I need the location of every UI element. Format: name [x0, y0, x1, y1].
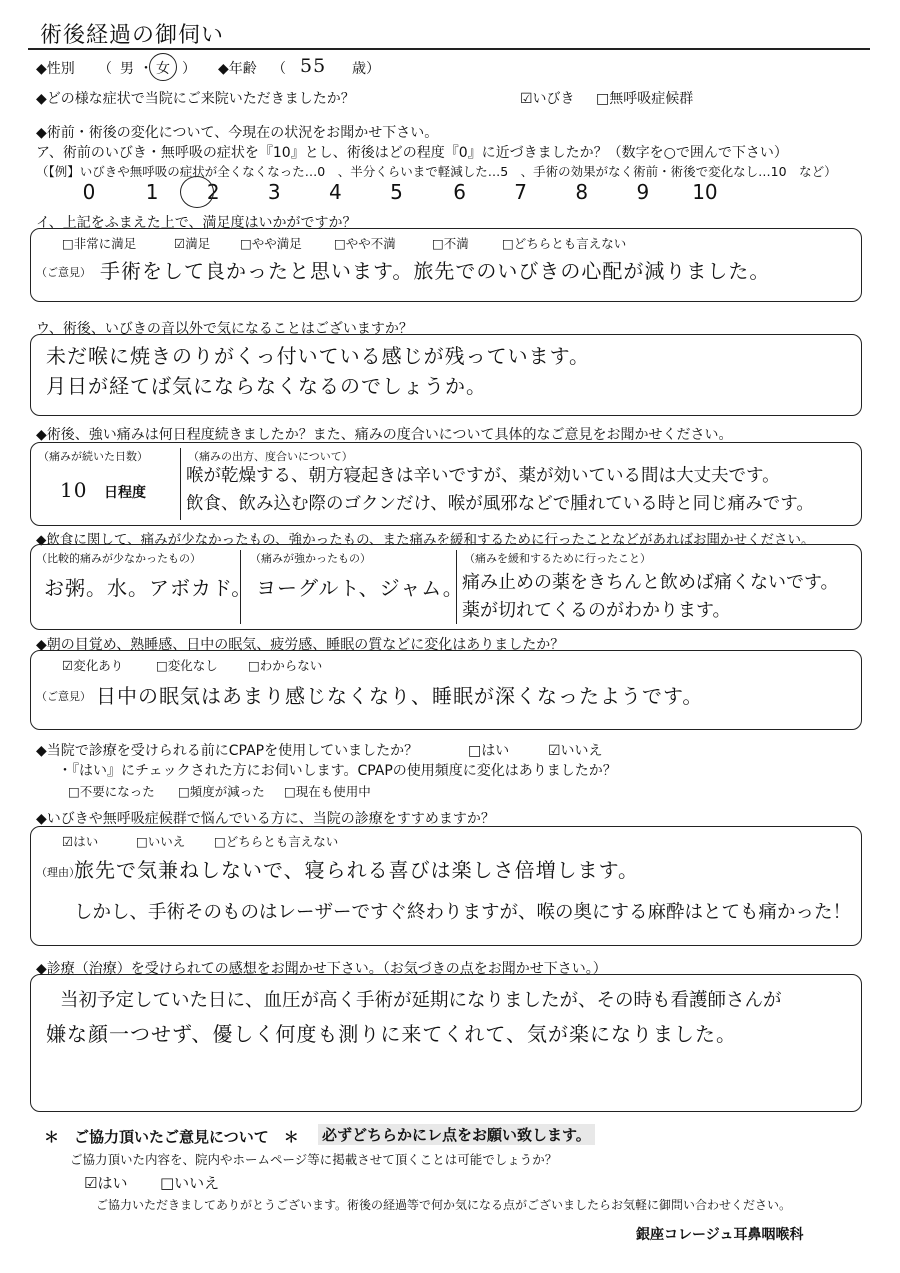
q7-opt-no-change[interactable]: □変化なし	[156, 658, 218, 673]
q6-col1-label: （比較的痛みが少なかったもの）	[36, 552, 201, 565]
q8-sub-opt-unneeded[interactable]: □不要になった	[68, 784, 155, 799]
sex-label: ◆性別	[36, 61, 75, 77]
q7-comment[interactable]: 日中の眠気はあまり感じなくなり、睡眠が深くなったようです。	[96, 684, 704, 708]
age-unit: 歳）	[352, 61, 380, 77]
q10-text: ◆診療（治療）を受けられての感想をお聞かせ下さい。（お気づきの点をお聞かせ下さい。）	[36, 961, 607, 977]
q9-reason-line1[interactable]: 旅先で気兼ねしないで、寝られる喜びは楽しさ倍増します。	[74, 858, 639, 882]
q3-opt-very-satisfied[interactable]: □非常に満足	[62, 236, 137, 251]
q3-opt-satisfied[interactable]: ☑満足	[174, 236, 211, 251]
q6-text: ◆飲食に関して、痛みが少なかったもの、強かったもの、また痛みを緩和するために行ったことなどがあればお聞かせください。	[36, 532, 815, 548]
age-label: ◆年齢	[218, 61, 257, 77]
sex-close-paren: ）	[182, 61, 196, 77]
sex-female-circle	[149, 53, 177, 81]
q6-col3-line1[interactable]: 痛み止めの薬をきちんと飲めば痛くないです。	[462, 572, 839, 593]
q9-text: ◆いびきや無呼吸症候群で悩んでいる方に、当院の診療をすすめますか？	[36, 811, 495, 827]
q5-divider	[180, 448, 181, 520]
scale-3[interactable]: 3	[267, 180, 281, 204]
q5-days-unit: 日程度	[104, 485, 146, 501]
q7-opt-unknown[interactable]: □わからない	[248, 658, 323, 673]
q8-opt-no[interactable]: ☑いいえ	[548, 743, 603, 759]
q10-answer-line2[interactable]: 嫌な顔一つせず、優しく何度も測りに来てくれて、気が楽になりました。	[46, 1022, 737, 1046]
q4-answer-line1[interactable]: 未だ喉に焼きのりがくっ付いている感じが残っています。	[46, 344, 590, 368]
scale-2[interactable]: 2	[206, 180, 220, 204]
scale-0[interactable]: 0	[82, 180, 96, 204]
q7-opt-changed[interactable]: ☑変化あり	[62, 658, 124, 673]
q6-col2-answer[interactable]: ヨーグルト、ジャム。	[256, 576, 464, 600]
q8-sub-opt-still-using[interactable]: □現在も使用中	[284, 784, 371, 799]
page-title: 術後経過の御伺い	[40, 23, 225, 48]
q10-answer-line1[interactable]: 当初予定していた日に、血圧が高く手術が延期になりましたが、その時も看護師さんが	[60, 990, 782, 1011]
q9-opt-no[interactable]: □いいえ	[136, 834, 186, 849]
clinic-name: 銀座コレージュ耳鼻咽喉科	[636, 1227, 804, 1243]
q7-text: ◆朝の目覚め、熟睡感、日中の眠気、疲労感、睡眠の質などに変化はありましたか？	[36, 637, 565, 653]
q5-degree-line1[interactable]: 喉が乾燥する、朝方寝起きは辛いですが、薬が効いている間は大丈夫です。	[186, 466, 780, 486]
q3-comment[interactable]: 手術をして良かったと思います。旅先でのいびきの心配が減りました。	[100, 259, 771, 283]
q3-opt-unsatisfied[interactable]: □不満	[432, 236, 469, 251]
q6-col2-label: （痛みが強かったもの）	[250, 552, 371, 565]
q5-degree-line2[interactable]: 飲食、飲み込む際のゴクンだけ、喉が風邪などで腫れている時と同じ痛みです。	[186, 494, 814, 514]
q3-opt-somewhat-satisfied[interactable]: □やや満足	[240, 236, 302, 251]
q3-text: イ、上記をふまえた上で、満足度はいかがですか？	[36, 215, 357, 231]
q5-days-value[interactable]: 10	[60, 478, 88, 502]
footer-thanks: ご協力いただきましてありがとうございます。術後の経過等で何か気になる点がございましたらお気軽に御問い合わせください。	[96, 1198, 792, 1212]
sex-open-paren: （	[98, 61, 112, 77]
age-value[interactable]: 55	[300, 55, 327, 77]
q6-col1-answer[interactable]: お粥。水。アボカド。	[44, 576, 253, 600]
q2-sub: ア、術前のいびき・無呼吸の症状を『10』とし、術後はどの程度『0』に近づきましたか？（数字を○で囲んで下さい）	[36, 145, 788, 161]
q2-example: （【例】いびきや無呼吸の症状が全くなくなった…0 、半分くらいまで軽減した…5 、手術の効果がなく術前・術後で変化なし…10 など）	[36, 164, 837, 179]
q5-degree-label: （痛みの出方、度合いについて）	[188, 450, 353, 463]
q8-sub: ・『はい』にチェックされた方にお伺いします。CPAPの使用頻度に変化はありましたか？	[58, 763, 617, 779]
q8-sub-opt-reduced[interactable]: □頻度が減った	[178, 784, 265, 799]
q8-text: ◆当院で診療を受けられる前にCPAPを使用していましたか？	[36, 743, 419, 759]
q6-col3-line2[interactable]: 薬が切れてくるのがわかります。	[462, 600, 731, 621]
q9-reason-line2[interactable]: しかし、手術そのものはレーザーですぐ終わりますが、喉の奥にする麻酔はとても痛かった！	[74, 902, 852, 923]
q3-opt-somewhat-unsatisfied[interactable]: □やや不満	[334, 236, 396, 251]
q3-opt-neutral[interactable]: □どちらとも言えない	[502, 236, 627, 251]
q8-opt-yes[interactable]: □はい	[468, 743, 510, 759]
q9-opt-neutral[interactable]: □どちらとも言えない	[214, 834, 339, 849]
scale-9[interactable]: 9	[636, 180, 650, 204]
q9-opt-yes[interactable]: ☑はい	[62, 834, 99, 849]
title-divider	[28, 48, 870, 50]
footer-heading: ＊ ご協力頂いたご意見について ＊	[44, 1128, 299, 1146]
q2-text: ◆術前・術後の変化について、今現在の状況をお聞かせ下さい。	[36, 125, 439, 141]
sex-male[interactable]: 男	[120, 61, 134, 77]
scale-10[interactable]: 10	[692, 180, 718, 204]
q1-option-apnea[interactable]: □無呼吸症候群	[596, 91, 694, 107]
scale-4[interactable]: 4	[329, 180, 342, 204]
q5-text: ◆術後、強い痛みは何日程度続きましたか？また、痛みの度合いについて具体的なご意見をお聞かせください。	[36, 427, 733, 443]
q1-text: ◆どの様な症状で当院にご来院いただきましたか？	[36, 91, 355, 107]
footer-required-note: 必ずどちらかにレ点をお願い致します。	[318, 1124, 595, 1145]
scale-1[interactable]: 1	[145, 180, 159, 204]
scale-8[interactable]: 8	[575, 180, 589, 204]
scale-6[interactable]: 6	[453, 180, 466, 204]
q4-text: ウ、術後、いびきの音以外で気になることはございますか？	[36, 321, 413, 337]
scale-5[interactable]: 5	[390, 180, 403, 204]
q7-comment-label: （ご意見）	[36, 690, 91, 703]
scale-selected-circle	[180, 176, 214, 208]
footer-opt-yes[interactable]: ☑はい	[84, 1174, 128, 1192]
sex-separator: ・	[139, 61, 153, 77]
q6-col3-label: （痛みを緩和するために行ったこと）	[464, 552, 651, 565]
q3-comment-label: （ご意見）	[36, 266, 91, 279]
footer-opt-no[interactable]: □いいえ	[160, 1174, 220, 1192]
scale-7[interactable]: 7	[514, 180, 528, 204]
q2-scale	[72, 180, 725, 204]
q5-days-label: （痛みが続いた日数）	[38, 450, 148, 463]
q1-option-snoring[interactable]: ☑いびき	[520, 91, 575, 107]
sex-female[interactable]: 女	[156, 61, 170, 77]
age-open-paren: （	[272, 61, 286, 77]
q4-answer-line2[interactable]: 月日が経てば気にならなくなるのでしょうか。	[46, 374, 487, 398]
q9-reason-label: （理由）	[36, 866, 80, 879]
footer-question: ご協力頂いた内容を、院内やホームページ等に掲載させて頂くことは可能でしょうか？	[70, 1152, 558, 1167]
